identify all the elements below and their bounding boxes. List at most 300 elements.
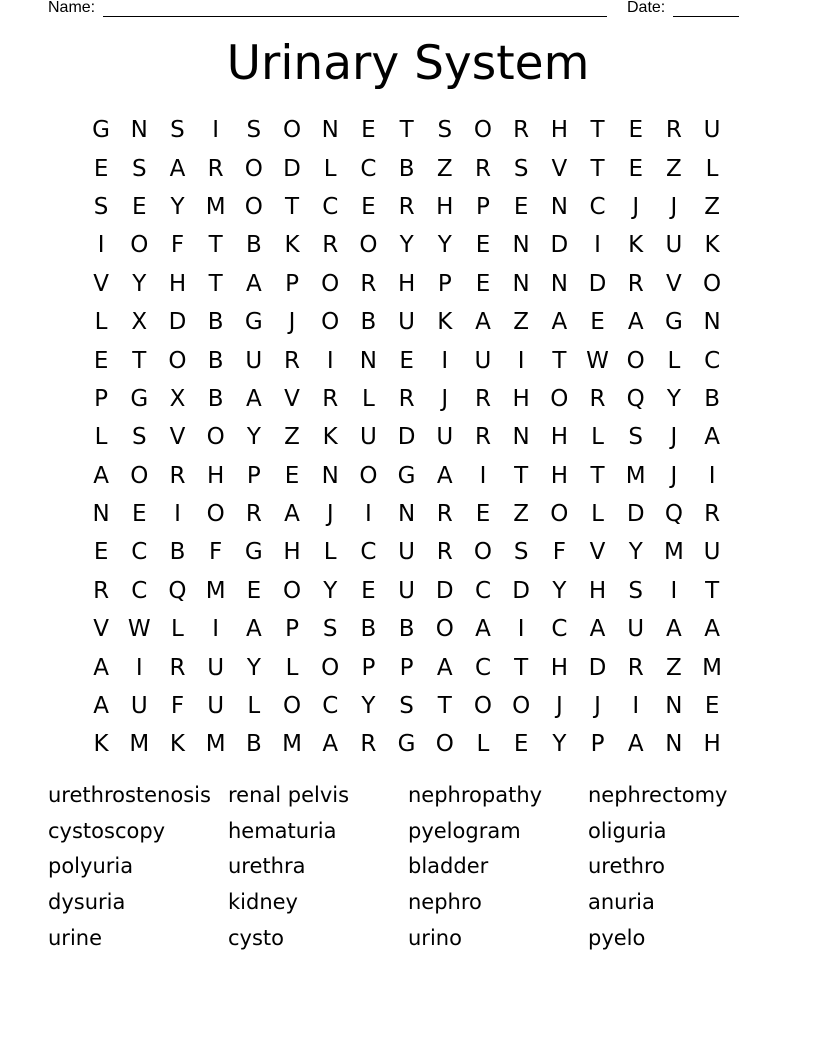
grid-letter[interactable]: H — [512, 385, 530, 412]
grid-letter[interactable]: B — [245, 731, 262, 758]
grid-letter[interactable]: B — [360, 309, 377, 336]
grid-letter[interactable]: R — [360, 270, 377, 297]
grid-letter[interactable]: E — [628, 155, 643, 182]
grid-letter[interactable]: Y — [246, 654, 261, 681]
grid-letter[interactable]: C — [360, 539, 377, 566]
grid-letter[interactable]: H — [168, 270, 187, 297]
grid-letter[interactable]: A — [627, 309, 644, 336]
grid-letter[interactable]: D — [512, 577, 531, 604]
grid-letter[interactable]: O — [550, 385, 569, 412]
grid-letter[interactable]: R — [207, 155, 224, 182]
grid-letter[interactable]: E — [513, 731, 529, 758]
grid-letter[interactable]: A — [589, 616, 606, 643]
grid-letter[interactable]: N — [321, 117, 339, 144]
grid-letter[interactable]: L — [171, 616, 184, 643]
grid-letter[interactable]: B — [398, 616, 415, 643]
grid-letter[interactable]: U — [665, 232, 683, 259]
grid-letter[interactable]: R — [665, 117, 682, 144]
grid-letter[interactable]: R — [360, 731, 377, 758]
grid-letter[interactable]: F — [170, 693, 185, 720]
grid-letter[interactable]: C — [704, 347, 721, 374]
grid-letter[interactable]: P — [246, 462, 261, 489]
grid-letter[interactable]: L — [476, 731, 490, 758]
grid-letter[interactable]: U — [359, 424, 377, 451]
grid-letter[interactable]: Y — [170, 193, 185, 220]
grid-letter[interactable]: S — [246, 117, 262, 144]
grid-letter[interactable]: O — [282, 577, 302, 604]
grid-letter[interactable]: E — [132, 193, 147, 220]
grid-letter[interactable]: P — [361, 654, 376, 681]
grid-letter[interactable]: V — [551, 155, 568, 182]
grid-letter[interactable]: S — [628, 424, 644, 451]
grid-letter[interactable]: B — [207, 385, 224, 412]
grid-letter[interactable]: O — [321, 309, 340, 336]
grid-letter[interactable]: B — [704, 385, 720, 412]
grid-letter[interactable]: D — [588, 270, 607, 297]
grid-letter[interactable]: E — [93, 155, 109, 182]
grid-letter[interactable]: C — [131, 539, 148, 566]
grid-row — [82, 610, 732, 648]
grid-letter[interactable]: T — [590, 462, 605, 489]
grid-letter[interactable]: R — [436, 539, 453, 566]
grid-letter[interactable]: G — [92, 117, 110, 144]
grid-letter[interactable]: N — [92, 501, 110, 528]
grid-letter[interactable]: A — [93, 654, 109, 681]
grid-letter[interactable]: P — [94, 385, 109, 412]
grid-letter[interactable]: P — [590, 731, 605, 758]
grid-letter[interactable]: G — [664, 309, 683, 336]
grid-letter[interactable]: E — [513, 193, 529, 220]
grid-letter[interactable]: H — [588, 577, 607, 604]
grid-letter[interactable]: R — [704, 501, 721, 528]
grid-letter[interactable]: M — [205, 577, 226, 604]
grid-letter[interactable]: B — [169, 539, 186, 566]
grid-letter[interactable]: A — [93, 693, 109, 720]
grid-letter[interactable]: J — [670, 462, 678, 489]
grid-letter[interactable]: B — [398, 155, 415, 182]
grid-letter[interactable]: E — [132, 501, 147, 528]
grid-letter[interactable]: J — [441, 385, 449, 412]
grid-letter[interactable]: D — [283, 155, 301, 182]
grid-letter[interactable]: G — [244, 539, 263, 566]
grid-letter[interactable]: V — [93, 270, 109, 297]
grid-letter[interactable]: E — [590, 309, 605, 336]
grid-letter[interactable]: A — [245, 385, 262, 412]
grid-letter[interactable]: A — [245, 616, 262, 643]
grid-letter[interactable]: R — [169, 462, 186, 489]
grid-letter[interactable]: J — [288, 309, 296, 336]
grid-letter[interactable]: K — [284, 232, 300, 259]
grid-letter[interactable]: E — [704, 693, 720, 720]
grid-letter[interactable]: L — [323, 539, 337, 566]
grid-letter[interactable]: O — [244, 193, 263, 220]
grid-letter[interactable]: J — [594, 693, 601, 720]
grid-letter[interactable]: K — [628, 232, 644, 259]
grid-letter[interactable]: R — [627, 654, 644, 681]
grid-letter[interactable]: N — [550, 193, 568, 220]
grid-letter[interactable]: K — [322, 424, 338, 451]
word-bank-item: urine — [48, 925, 103, 950]
grid-letter[interactable]: I — [670, 577, 678, 604]
grid-row — [82, 111, 732, 149]
grid-letter[interactable]: L — [705, 155, 719, 182]
grid-letter[interactable]: F — [170, 232, 185, 259]
grid-letter[interactable]: A — [666, 616, 682, 643]
grid-letter[interactable]: K — [437, 309, 453, 336]
grid-letter[interactable]: H — [207, 462, 225, 489]
grid-letter[interactable]: Z — [513, 501, 530, 528]
grid-letter[interactable]: S — [131, 155, 147, 182]
grid-letter[interactable]: E — [475, 270, 491, 297]
grid-row — [82, 226, 732, 264]
grid-letter[interactable]: G — [130, 385, 149, 412]
word-bank-item: pyelo — [588, 925, 646, 950]
grid-letter[interactable]: O — [473, 539, 493, 566]
grid-letter[interactable]: L — [285, 654, 299, 681]
grid-letter[interactable]: C — [322, 693, 339, 720]
grid-letter[interactable]: S — [322, 616, 338, 643]
grid-letter[interactable]: Z — [666, 654, 682, 681]
grid-letter[interactable]: M — [129, 731, 150, 758]
name-blank-line[interactable] — [103, 16, 607, 17]
grid-letter[interactable]: N — [512, 270, 530, 297]
grid-letter[interactable]: O — [282, 117, 302, 144]
grid-letter[interactable]: B — [207, 347, 224, 374]
grid-letter[interactable]: I — [212, 117, 220, 144]
grid-letter[interactable]: A — [169, 155, 186, 182]
grid-letter[interactable]: Y — [666, 385, 681, 412]
grid-letter[interactable]: Y — [437, 232, 452, 259]
grid-letter[interactable]: H — [283, 539, 301, 566]
grid-letter[interactable]: C — [474, 654, 491, 681]
grid-letter[interactable]: V — [666, 270, 682, 297]
grid-letter[interactable]: E — [628, 117, 643, 144]
grid-letter[interactable]: R — [589, 385, 606, 412]
grid-letter[interactable]: A — [704, 424, 720, 451]
grid-letter[interactable]: M — [205, 193, 226, 220]
grid-letter[interactable]: D — [435, 577, 454, 604]
grid-letter[interactable]: I — [365, 501, 372, 528]
grid-letter[interactable]: M — [205, 731, 226, 758]
grid-letter[interactable]: P — [285, 616, 299, 643]
grid-letter[interactable]: E — [361, 117, 376, 144]
grid-letter[interactable]: O — [473, 117, 493, 144]
grid-letter[interactable]: R — [474, 424, 491, 451]
grid-letter[interactable]: O — [512, 693, 531, 720]
grid-letter[interactable]: S — [628, 577, 644, 604]
grid-letter[interactable]: N — [665, 731, 683, 758]
grid-letter[interactable]: I — [97, 232, 105, 259]
grid-letter[interactable]: K — [704, 232, 720, 259]
grid-letter[interactable]: L — [591, 424, 604, 451]
grid-letter[interactable]: I — [135, 654, 143, 681]
grid-letter[interactable]: R — [474, 385, 491, 412]
grid-letter[interactable]: N — [397, 501, 416, 528]
grid-letter[interactable]: Z — [704, 193, 720, 220]
grid-letter[interactable]: O — [703, 270, 722, 297]
grid-letter[interactable]: T — [208, 232, 223, 259]
grid-letter[interactable]: L — [361, 385, 375, 412]
grid-letter[interactable]: E — [475, 232, 491, 259]
grid-letter[interactable]: E — [284, 462, 300, 489]
grid-letter[interactable]: A — [436, 462, 453, 489]
grid-letter[interactable]: C — [474, 577, 491, 604]
grid-letter[interactable]: U — [703, 117, 721, 144]
grid-letter[interactable]: S — [399, 693, 414, 720]
grid-letter[interactable]: K — [93, 731, 109, 758]
grid-letter[interactable]: B — [245, 232, 262, 259]
grid-letter[interactable]: J — [670, 193, 678, 220]
grid-letter[interactable]: I — [212, 616, 220, 643]
grid-letter[interactable]: O — [130, 462, 149, 489]
grid-letter[interactable]: P — [285, 270, 299, 297]
grid-letter[interactable]: T — [514, 654, 529, 681]
grid-letter[interactable]: Z — [513, 309, 530, 336]
grid-letter[interactable]: R — [627, 270, 644, 297]
grid-letter[interactable]: O — [626, 347, 645, 374]
grid-letter[interactable]: R — [513, 117, 530, 144]
grid-letter[interactable]: U — [398, 577, 416, 604]
grid-letter[interactable]: Q — [626, 385, 645, 412]
grid-letter[interactable]: S — [93, 193, 109, 220]
grid-letter[interactable]: A — [436, 654, 453, 681]
grid-letter[interactable]: U — [207, 654, 225, 681]
grid-letter[interactable]: I — [174, 501, 181, 528]
grid-letter[interactable]: Z — [666, 155, 682, 182]
word-bank-item: urethra — [228, 854, 306, 879]
grid-letter[interactable]: L — [591, 501, 604, 528]
grid-letter[interactable]: I — [517, 616, 525, 643]
grid-letter[interactable]: O — [282, 693, 302, 720]
grid-letter[interactable]: R — [398, 193, 415, 220]
grid-letter[interactable]: J — [326, 501, 334, 528]
grid-letter[interactable]: S — [131, 424, 147, 451]
grid-letter[interactable]: E — [246, 577, 262, 604]
grid-letter[interactable]: O — [550, 501, 569, 528]
grid-letter[interactable]: O — [321, 270, 340, 297]
grid-letter[interactable]: A — [551, 309, 568, 336]
grid-letter[interactable]: I — [594, 232, 601, 259]
grid-letter[interactable]: A — [475, 616, 491, 643]
grid-letter[interactable]: I — [441, 347, 449, 374]
grid-letter[interactable]: A — [627, 731, 644, 758]
grid-letter[interactable]: O — [206, 424, 225, 451]
grid-letter[interactable]: M — [625, 462, 646, 489]
grid-letter[interactable]: U — [703, 539, 721, 566]
grid-letter[interactable]: V — [589, 539, 606, 566]
grid-letter[interactable]: I — [708, 462, 716, 489]
grid-letter[interactable]: G — [244, 309, 263, 336]
grid-letter[interactable]: T — [514, 462, 529, 489]
grid-letter[interactable]: E — [93, 539, 109, 566]
grid-letter[interactable]: V — [93, 616, 109, 643]
grid-letter[interactable]: L — [94, 424, 108, 451]
grid-letter[interactable]: N — [359, 347, 378, 374]
grid-letter[interactable]: L — [323, 155, 337, 182]
grid-letter[interactable]: R — [322, 385, 339, 412]
grid-letter[interactable]: Y — [246, 424, 261, 451]
grid-letter[interactable]: S — [437, 117, 453, 144]
grid-letter[interactable]: A — [475, 309, 491, 336]
grid-letter[interactable]: U — [245, 347, 263, 374]
grid-letter[interactable]: Q — [168, 577, 187, 604]
grid-letter[interactable]: C — [360, 155, 377, 182]
grid-letter[interactable]: T — [590, 155, 605, 182]
grid-letter[interactable]: W — [127, 616, 151, 643]
grid-letter[interactable]: O — [206, 501, 225, 528]
grid-letter[interactable]: Y — [552, 577, 567, 604]
grid-letter[interactable]: R — [169, 654, 186, 681]
grid-letter[interactable]: A — [322, 731, 339, 758]
grid-row — [82, 457, 732, 495]
grid-letter[interactable]: I — [517, 347, 525, 374]
grid-letter[interactable]: O — [473, 693, 493, 720]
grid-letter[interactable]: U — [130, 693, 148, 720]
date-blank-line[interactable] — [673, 16, 739, 17]
grid-letter[interactable]: B — [207, 309, 224, 336]
grid-letter[interactable]: F — [552, 539, 566, 566]
grid-letter[interactable]: T — [399, 117, 414, 144]
grid-letter[interactable]: R — [284, 347, 301, 374]
grid-letter[interactable]: T — [552, 347, 567, 374]
grid-letter[interactable]: C — [589, 193, 606, 220]
grid-letter[interactable]: H — [436, 193, 454, 220]
grid-letter[interactable]: Y — [628, 539, 643, 566]
grid-letter[interactable]: Y — [552, 731, 567, 758]
grid-row — [82, 495, 732, 533]
grid-letter[interactable]: R — [398, 385, 415, 412]
grid-letter[interactable]: J — [555, 693, 563, 720]
grid-letter[interactable]: O — [130, 232, 149, 259]
grid-letter[interactable]: U — [436, 424, 454, 451]
grid-letter[interactable]: R — [436, 501, 453, 528]
grid-letter[interactable]: V — [169, 424, 186, 451]
grid-letter[interactable]: N — [665, 693, 683, 720]
grid-letter[interactable]: H — [550, 117, 568, 144]
grid-letter[interactable]: O — [359, 232, 378, 259]
grid-letter[interactable]: J — [632, 193, 640, 220]
grid-letter[interactable]: K — [169, 731, 186, 758]
grid-letter[interactable]: F — [209, 539, 223, 566]
grid-letter[interactable]: N — [130, 117, 148, 144]
grid-letter[interactable]: M — [702, 654, 723, 681]
grid-letter[interactable]: G — [397, 731, 416, 758]
grid-letter[interactable]: P — [476, 193, 490, 220]
grid-letter[interactable]: U — [207, 693, 225, 720]
grid-letter[interactable]: C — [322, 193, 339, 220]
grid-letter[interactable]: G — [397, 462, 416, 489]
grid-letter[interactable]: L — [247, 693, 261, 720]
grid-letter[interactable]: O — [359, 462, 378, 489]
grid-letter[interactable]: M — [663, 539, 684, 566]
grid-letter[interactable]: I — [632, 693, 640, 720]
grid-letter[interactable]: U — [474, 347, 492, 374]
grid-letter[interactable]: B — [360, 616, 377, 643]
grid-letter[interactable]: D — [588, 654, 607, 681]
grid-letter[interactable]: N — [512, 232, 530, 259]
grid-letter[interactable]: T — [590, 117, 605, 144]
grid-letter[interactable]: L — [667, 347, 681, 374]
grid-letter[interactable]: H — [703, 731, 721, 758]
grid-letter[interactable]: Z — [284, 424, 300, 451]
grid-letter[interactable]: T — [437, 693, 452, 720]
grid-letter[interactable]: C — [131, 577, 148, 604]
grid-letter[interactable]: O — [435, 616, 454, 643]
grid-letter[interactable]: Y — [323, 577, 338, 604]
grid-letter[interactable]: X — [131, 309, 148, 336]
grid-letter[interactable]: L — [94, 309, 108, 336]
grid-letter[interactable]: R — [93, 577, 110, 604]
grid-letter[interactable]: S — [513, 539, 529, 566]
grid-letter[interactable]: D — [168, 309, 187, 336]
grid-letter[interactable]: Y — [132, 270, 147, 297]
grid-letter[interactable]: I — [479, 462, 487, 489]
grid-letter[interactable]: R — [322, 232, 339, 259]
grid-letter[interactable]: A — [284, 501, 300, 528]
grid-letter[interactable]: T — [132, 347, 147, 374]
grid-letter[interactable]: N — [550, 270, 568, 297]
grid-letter[interactable]: V — [284, 385, 300, 412]
grid-letter[interactable]: M — [282, 731, 302, 758]
grid-row — [82, 303, 732, 341]
grid-letter[interactable]: A — [93, 462, 109, 489]
grid-letter[interactable]: Y — [399, 232, 414, 259]
grid-letter[interactable]: P — [399, 654, 414, 681]
grid-letter[interactable]: S — [170, 117, 185, 144]
grid-letter[interactable]: U — [398, 309, 416, 336]
grid-letter[interactable]: H — [550, 424, 568, 451]
grid-letter[interactable]: S — [513, 155, 529, 182]
grid-letter[interactable]: R — [474, 155, 491, 182]
grid-letter[interactable]: T — [705, 577, 720, 604]
grid-letter[interactable]: I — [326, 347, 334, 374]
grid-letter[interactable]: R — [245, 501, 262, 528]
grid-letter[interactable]: O — [321, 654, 340, 681]
grid-letter[interactable]: E — [361, 577, 376, 604]
grid-letter[interactable]: A — [704, 616, 720, 643]
grid-letter[interactable]: O — [244, 155, 263, 182]
grid-letter[interactable]: T — [208, 270, 223, 297]
grid-letter[interactable]: Z — [436, 155, 453, 182]
grid-letter[interactable]: N — [703, 309, 721, 336]
grid-letter[interactable]: P — [437, 270, 452, 297]
grid-letter[interactable]: U — [398, 539, 416, 566]
grid-letter[interactable]: O — [168, 347, 187, 374]
grid-letter[interactable]: H — [397, 270, 416, 297]
grid-letter[interactable]: C — [551, 616, 568, 643]
grid-letter[interactable]: X — [169, 385, 186, 412]
grid-letter[interactable]: E — [399, 347, 414, 374]
grid-letter[interactable]: D — [626, 501, 645, 528]
grid-letter[interactable]: Q — [664, 501, 683, 528]
grid-letter[interactable]: A — [245, 270, 262, 297]
grid-letter[interactable]: N — [512, 424, 530, 451]
grid-letter[interactable]: H — [550, 654, 568, 681]
grid-letter[interactable]: H — [550, 462, 568, 489]
grid-letter[interactable]: E — [475, 501, 491, 528]
grid-letter[interactable]: J — [670, 424, 678, 451]
grid-letter[interactable]: E — [93, 347, 109, 374]
grid-letter[interactable]: N — [321, 462, 339, 489]
grid-letter[interactable]: Y — [361, 693, 376, 720]
grid-letter[interactable]: T — [285, 193, 300, 220]
grid-letter[interactable]: D — [550, 232, 569, 259]
grid-letter[interactable]: O — [435, 731, 454, 758]
grid-letter[interactable]: U — [627, 616, 645, 643]
grid-letter[interactable]: D — [397, 424, 416, 451]
grid-letter[interactable]: E — [361, 193, 376, 220]
grid-letter[interactable]: W — [586, 347, 609, 374]
